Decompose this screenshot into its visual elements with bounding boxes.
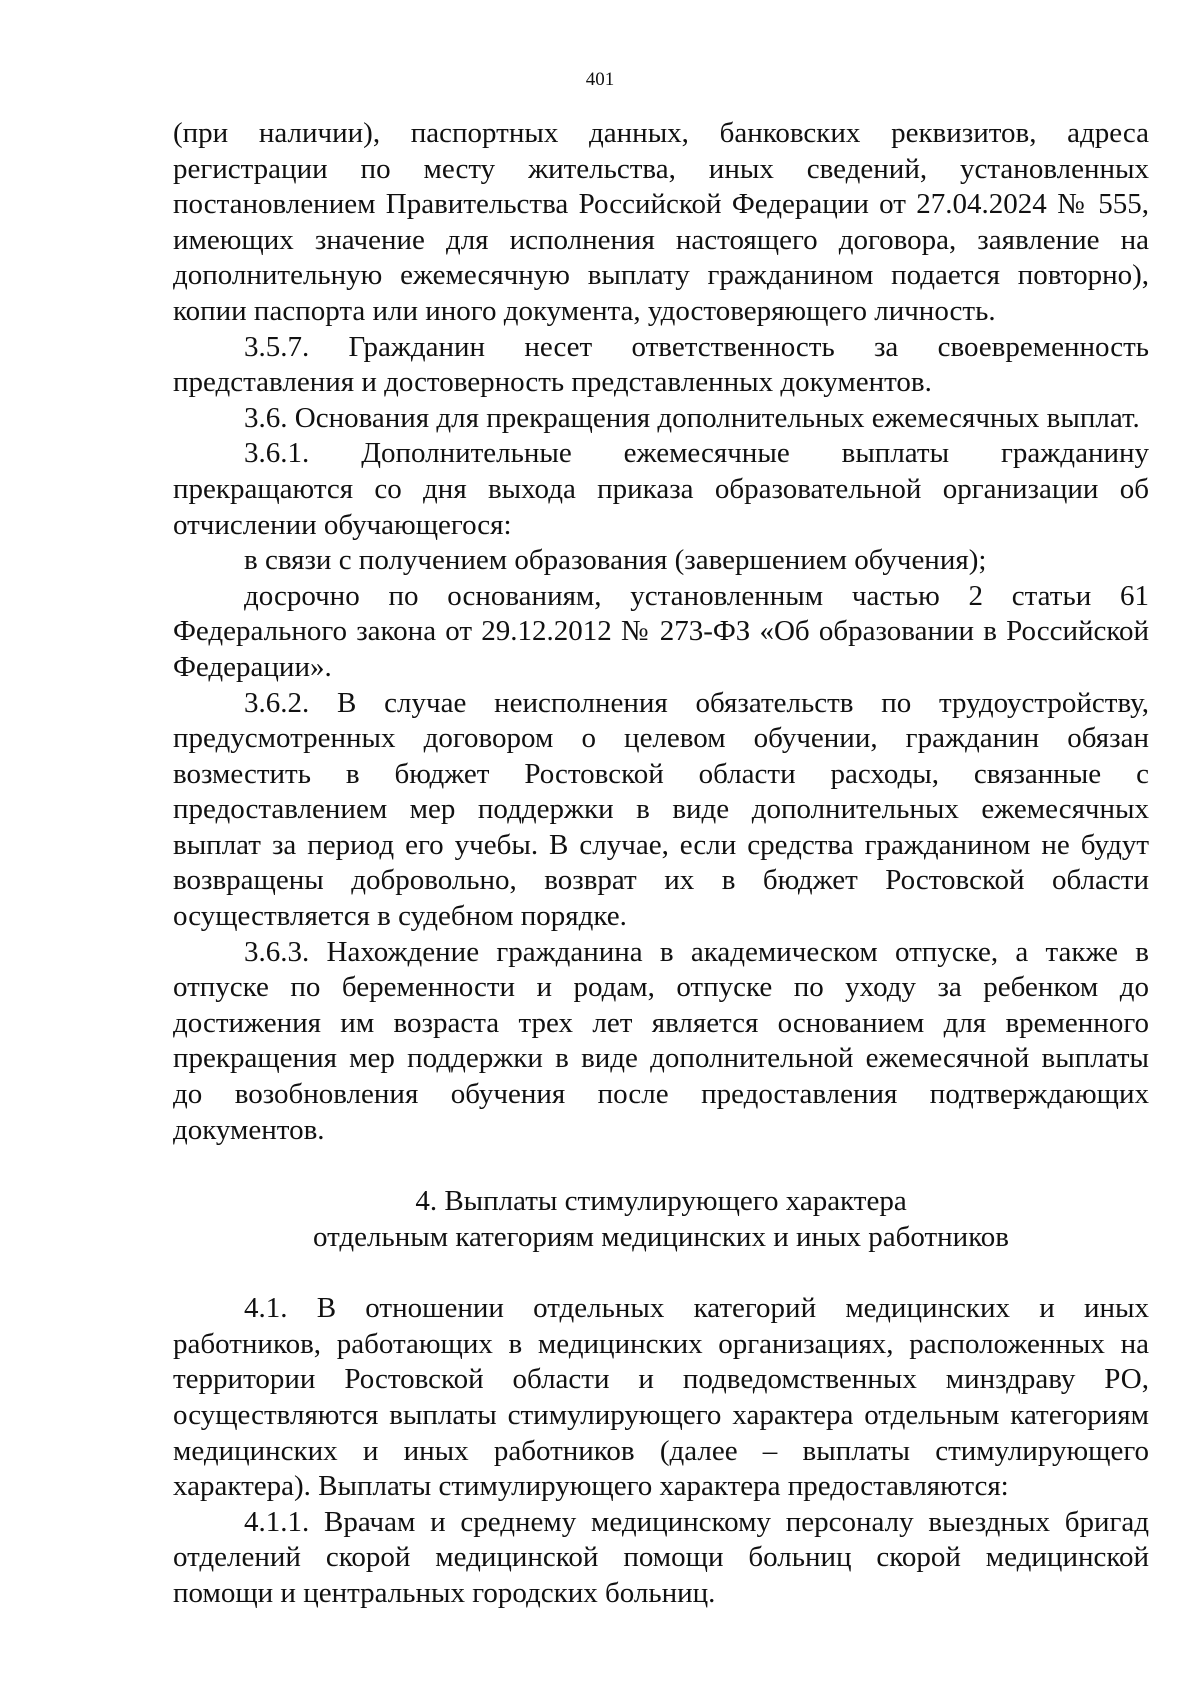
paragraph-4-1-1: 4.1.1. Врачам и среднему медицинскому персоналу выездных бригад отделений скорой медицинской помощи больниц скорой медицинской помощи и центральных городских больниц. [173, 1505, 1149, 1609]
section-4-heading-line-1: 4. Выплаты стимулирующего характера [415, 1185, 907, 1218]
section-4-heading-line-2: отдельным категориям медицинских и иных работников [313, 1221, 1009, 1254]
spacer [173, 1255, 1149, 1291]
paragraph-continuation: (при наличии), паспортных данных, банковских реквизитов, адреса регистрации по месту жительства, иных сведений, установленных постановлением Правительства Российской Федерации от 27.04.2024 № 555, имеющих значение для исполнения настоящего договора, заявление на дополнительную ежемесячную выплату гражданином подается повторно), копии паспорта или иного документа, удостоверяющего личность. [173, 117, 1149, 327]
list-item-graduation: в связи с получением образования (завершением обучения); [244, 544, 987, 577]
paragraph-3-6-1: 3.6.1. Дополнительные ежемесячные выплаты гражданину прекращаются со дня выхода приказа образовательной организации об отчислении обучающегося: [173, 437, 1149, 541]
paragraph-3-6-3: 3.6.3. Нахождение гражданина в академическом отпуске, а также в отпуске по беременности и родам, отпуске по уходу за ребенком до достижения им возраста трех лет является основанием для временного прекращения мер поддержки в виде дополнительной ежемесячной выплаты до возобновления обучения после предоставления подтверждающих документов. [173, 935, 1149, 1146]
paragraph-3-6-2: 3.6.2. В случае неисполнения обязательств по трудоустройству, предусмотренных договором о целевом обучении, гражданин обязан возместить в бюджет Ростовской области расходы, связанные с предоставлением мер поддержки в виде дополнительных ежемесячных выплат за период его учебы. В случае, если средства гражданином не будут возвращены добровольно, возврат их в бюджет Ростовской области осуществляется в судебном порядке. [173, 686, 1149, 933]
page-number: 401 [585, 69, 615, 90]
section-4-heading [173, 1183, 1149, 1255]
paragraph-4-1: 4.1. В отношении отдельных категорий медицинских и иных работников, работающих в медицинских организациях, расположенных на территории Ростовской области и подведомственных минздраву РО, осуществляются выплаты стимулирующего характера отдельным категориям медицинских и иных работников (далее – выплаты стимулирующего характера). Выплаты стимулирующего характера предоставляются: [173, 1292, 1149, 1503]
document-body [173, 116, 1149, 1612]
paragraph-3-5-7: 3.5.7. Гражданин несет ответственность за своевременность представления и достоверность представленных документов. [173, 330, 1149, 399]
spacer [173, 1148, 1149, 1183]
paragraph-3-6: 3.6. Основания для прекращения дополнительных ежемесячных выплат. [244, 401, 1140, 434]
list-item-early-termination: досрочно по основаниям, установленным частью 2 статьи 61 Федерального закона от 29.12.2012 № 273-ФЗ «Об образовании в Российской Федерации». [173, 579, 1149, 683]
